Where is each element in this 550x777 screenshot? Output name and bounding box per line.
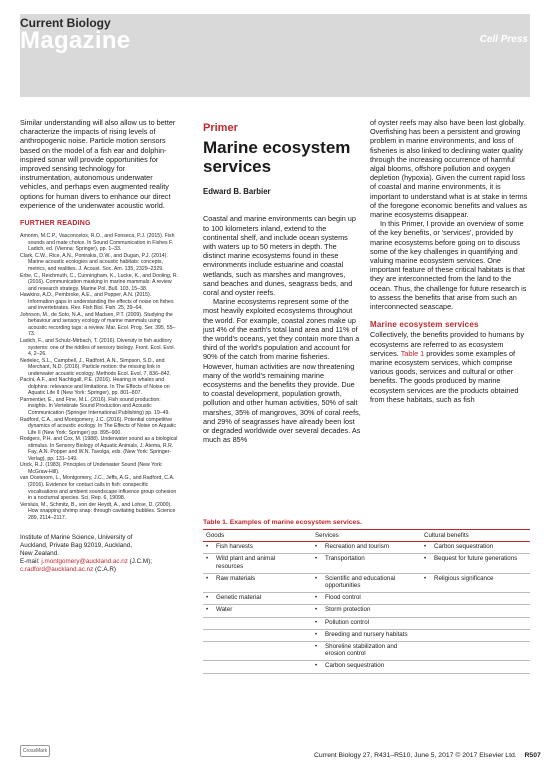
cell-text: Bequest for future generations <box>434 555 518 563</box>
bullet-icon: • <box>424 555 427 563</box>
bullet-icon: • <box>315 606 318 614</box>
cell-text: Raw materials <box>216 574 256 582</box>
table-cell <box>203 642 312 661</box>
article-title-line: services <box>203 156 272 176</box>
body-text: provides some examples of marine ecosystem services, which comprise various goods, services and cultural or other benefits. The goods produced by marine ecosystem services are the products obtained from these habitats, such as fish <box>370 348 519 404</box>
cell-text: Carbon sequestration <box>434 543 494 551</box>
table-cell <box>421 629 530 641</box>
bullet-icon: • <box>315 662 318 670</box>
table-row <box>203 642 530 661</box>
table-cell <box>312 554 421 573</box>
author-affiliation <box>20 534 178 574</box>
bullet-icon: • <box>315 574 318 582</box>
publisher-logo[interactable]: Cell Press <box>479 34 528 45</box>
cell-text: Fish harvests <box>216 543 253 551</box>
article-author: Edward B. Barbier <box>203 187 271 197</box>
body-paragraph: In this Primer, I provide an overview of some of the key benefits, or 'services', provided by marine ecosystems before going on to discuss some of the key challenges in quantifying and valuing marine ecosystem services. One important feature of these critical habitats is that they are interconnected from the land to the ocean. Thus, the challenge for future research is to assess the benefits that arise from such an interconnected seascape. <box>370 219 527 312</box>
email-line <box>20 566 178 574</box>
reference-item: Nedelec, S.L., Campbell, J., Radford, A.N., Simpson, S.D., and Merchant, N.D. (2016). Particle motion: the missing link in underwater acoustic ecology. Methods Ecol. Evol. 7, 836–842. <box>20 357 171 377</box>
affiliation-line: Institute of Marine Science, University of <box>20 534 133 542</box>
article-kicker: Primer <box>203 122 238 134</box>
table-header-row <box>203 530 530 542</box>
body-text: Collectively, the benefits provided to humans by ecosystems are referred to as ecosystem services. <box>370 330 524 358</box>
bullet-icon: • <box>206 543 209 551</box>
table-cell <box>203 605 312 617</box>
table-link[interactable]: Table 1 <box>400 348 425 358</box>
bullet-icon: • <box>315 594 318 602</box>
table-cell <box>312 605 421 617</box>
body-paragraph: of oyster reefs may also have been lost globally. Overfishing has been a persistent and growing problem in marine environments, and loss of fisheries is also linked to declining water quality through the increasing occurrence of harmful algal blooms, offshore pollution and oxygen depletion (hypoxia). Given the current rapid loss of coastal and marine environments, it is important to understand what is at stake in terms of the foregone economic benefits and values as marine ecosystems disappear. <box>370 118 528 220</box>
left-column <box>20 118 178 574</box>
cell-text: Carbon sequestration <box>325 662 385 670</box>
journal-name: Current Biology <box>20 16 111 30</box>
table-cell <box>312 629 421 641</box>
affiliation-line: New Zealand. <box>20 550 59 558</box>
reference-item: van Oosterom, L., Montgomery, J.C., Jeffs, A.G., and Radford, C.A. (2016). Evidence for contact calls in fish: conspecific vocalisations and ambient soundscape influence group cohesion in a nocturnal species. Sci. Rep. 6, 19098. <box>20 475 177 502</box>
cell-text: Breeding and nursery habitats <box>325 630 408 638</box>
table-cell <box>421 661 530 673</box>
cell-text: Pollution control <box>325 618 370 626</box>
reference-item: Urick, R.J. (1983). Principles of Underwater Sound (New York: McGraw-Hill). <box>20 462 163 475</box>
reference-item: Ladich, F., and Schulz-Mirbach, T. (2016). Diversity in fish auditory systems: one of the riddles of sensory biology. Front. Ecol. Evol. 4, 2–26. <box>20 337 175 358</box>
reference-item: Clark, C.W., Rice, A.N., Ponirakis, D.W., and Dugan, P.J. (2014). Marine acoustic ecologies and acoustic habitats: concepts, metrics, and realities. J. Acoust. Soc. Am. 135, 2329–2329. <box>20 252 168 272</box>
table-cell <box>312 661 421 673</box>
email-link[interactable]: c.radford@auckland.ac.nz <box>20 566 94 574</box>
cell-text: Water <box>216 606 233 614</box>
page-footer <box>314 752 541 759</box>
crossmark-logo[interactable]: CrossMark <box>20 745 50 757</box>
table-row <box>203 629 530 641</box>
bullet-icon: • <box>315 618 318 626</box>
article-title <box>203 139 361 176</box>
email-line <box>20 558 178 566</box>
table-cell <box>203 661 312 673</box>
table-cell <box>312 593 421 605</box>
section-heading: Marine ecosystem services <box>370 320 479 330</box>
table-row <box>203 593 530 605</box>
reference-item: Radford, C.A., and Montgomery, J.C. (2016). Potential competitive dynamics of acoustic ecology. In The Effects of Noise on Aquatic Life II (New York: Springer) pp. 895–900. <box>20 416 176 436</box>
bullet-icon: • <box>315 543 318 551</box>
table-cell <box>421 593 530 605</box>
bullet-icon: • <box>424 543 427 551</box>
reference-item: Rodgers, P.H. and Cox, M. (1988). Underwater sound as a biological stimulus. In Sensory Biology of Aquatic Animals, J. Atema, R.R. Fay, A.N. Popper and W.N. Tavolga, eds. (New York: Springer-Verlag), pp. 131–149. <box>20 436 178 462</box>
cell-text: Wild plant and animal resources <box>216 555 276 570</box>
table-cell <box>203 593 312 605</box>
table-row <box>203 661 530 673</box>
table-cell <box>312 617 421 629</box>
table-cell <box>421 617 530 629</box>
section-name: Magazine <box>20 27 131 54</box>
table-row <box>203 573 530 592</box>
table-cell <box>203 542 312 554</box>
bullet-icon: • <box>424 574 427 582</box>
table-row <box>203 554 530 573</box>
reference-list <box>20 233 178 521</box>
body-paragraph <box>370 330 530 404</box>
body-paragraph: Coastal and marine environments can begin up to 100 kilometers inland, extend to the continental shelf, and include ocean systems with waters up to 50 meters in depth. The distinct marine ecosystems found in these environments include estuarine and coastal wetlands, such as marshes and mangroves, sand beaches and dunes, seagrass beds, and coral and oyster reefs. <box>203 214 356 298</box>
bullet-icon: • <box>315 643 318 651</box>
column-header: Goods <box>203 530 312 542</box>
table-row <box>203 617 530 629</box>
table-row <box>203 542 530 554</box>
services-table <box>203 529 530 674</box>
cell-text: Storm protection <box>325 606 371 614</box>
intro-paragraph: Similar understanding will also allow us to better characterize the impacts of rising levels of anthropogenic noise. Particle motion sensors based on the model of a fish ear and dolphin-inspired sonar will provide opportunities for improved sensing technology for instrumentation, autonomous underwater vehicles, and perhaps even augmented reality options for human divers to enhance our direct experience of the underwater acoustic world. <box>20 118 176 210</box>
reference-item: Versluis, M., Schmitz, B., von der Heydt, A., and Lohse, D. (2000). How snapping shrimp snap: through cavitating bubbles. Science 289, 2114–2117. <box>20 501 176 521</box>
reference-item: Pacini, A.F., and Nachtigall, P.E. (2016). Hearing in whales and dolphins: relevance and limitations. In The Effects of Noise on Aquatic Life II (New York: Springer), pp. 801–807. <box>20 377 170 397</box>
column-header: Services <box>312 530 421 542</box>
affiliation-line: Auckland, Private Bag 92019, Auckland, <box>20 542 133 550</box>
table-cell <box>421 542 530 554</box>
bullet-icon: • <box>206 606 209 614</box>
bullet-icon: • <box>206 555 209 563</box>
cell-text: Recreation and tourism <box>325 543 389 551</box>
right-column <box>370 118 530 404</box>
reference-item: Johnson, M., de Soto, N.A., and Madsen, P.T. (2009). Studying the behaviour and sensory ecology of marine mammals using acoustic recording tags: a review. Mar. Ecol. Prog. Ser. 395, 55–73. <box>20 311 176 338</box>
table-title: Table 1. Examples of marine ecosystem services. <box>203 519 362 526</box>
reference-item: Erbe, C., Reichmuth, C., Cunningham, K., Lucke, K., and Dooling, R. (2016). Communication masking in marine mammals: A review and research strategy. Marine Pol. Bull. 103, 15–38. <box>20 272 179 292</box>
table-cell <box>203 617 312 629</box>
table-cell <box>312 542 421 554</box>
reference-item: Hawkins, A.D., Pembroke, A.E., and Popper, A.N. (2015). Information gaps in understanding the effects of noise on fishes and invertebrates. Rev. Fish Biol. Fish. 25, 39–64. <box>20 292 174 312</box>
table-cell <box>421 642 530 661</box>
email-suffix: (C.A.R) <box>93 566 116 574</box>
column-header: Cultural benefits <box>421 530 530 542</box>
further-reading-heading: FURTHER READING <box>20 220 91 228</box>
article-title-line: Marine ecosystem <box>203 138 351 158</box>
email-link[interactable]: j.montgomery@auckland.ac.nz <box>41 558 128 566</box>
cell-text: Religious significance <box>434 574 494 582</box>
cell-text: Flood control <box>325 594 361 602</box>
email-label: E-mail: <box>20 558 42 566</box>
table-cell <box>421 554 530 573</box>
table-body <box>203 542 530 673</box>
bullet-icon: • <box>315 555 318 563</box>
cell-text: Genetic material <box>216 594 262 602</box>
table-row <box>203 605 530 617</box>
middle-column <box>203 124 361 444</box>
table-cell <box>421 573 530 592</box>
reference-item: Parmentier, E., and Fine, M.L. (2016). Fish sound production: insights. In Vertebrate Sound Production and Acoustic Communication (Springer International Publishing) pp. 19–49. <box>20 396 170 416</box>
table-cell <box>312 573 421 592</box>
page-number: R507 <box>524 752 541 759</box>
bullet-icon: • <box>206 594 209 602</box>
cell-text: Transportation <box>325 555 365 563</box>
citation: Current Biology 27, R431–R510, June 5, 2017 © 2017 Elsevier Ltd. <box>314 752 517 759</box>
table-cell <box>203 629 312 641</box>
body-paragraph: Marine ecosystems represent some of the most heavily exploited ecosystems throughout the world. For example, coastal zones make up just 4% of the earth's total land area and 11% of the world's oceans, yet they contain more than a third of the world's population and account for 90% of the catch from marine fisheries. However, human activities are now threatening many of the world's remaining marine ecosystems and the benefits they provide. Due to coastal development, population growth, pollution and other human activities, 50% of salt marshes, 35% of mangroves, 30% of coral reefs, and 29% of seagrasses have already been lost or degraded worldwide over several decades. As much as 85% <box>203 297 361 445</box>
bullet-icon: • <box>315 630 318 638</box>
bullet-icon: • <box>206 574 209 582</box>
magazine-header-band <box>20 14 530 97</box>
email-suffix: (J.C.M); <box>127 558 153 566</box>
table-block <box>203 519 530 674</box>
table-cell <box>312 642 421 661</box>
cell-text: Shoreline stabilization and erosion control <box>325 643 398 658</box>
reference-item: Amorim, M.C.P., Vasconcelos, R.O., and Fonseca, P.J. (2015). Fish sounds and mate choice. In Sound Communication in Fishes F. Ladich, ed. (Vienna: Springer), pp. 1–33. <box>20 233 175 253</box>
table-cell <box>421 605 530 617</box>
table-cell <box>203 554 312 573</box>
table-cell <box>203 573 312 592</box>
cell-text: Scientific and educational opportunities <box>325 574 396 590</box>
